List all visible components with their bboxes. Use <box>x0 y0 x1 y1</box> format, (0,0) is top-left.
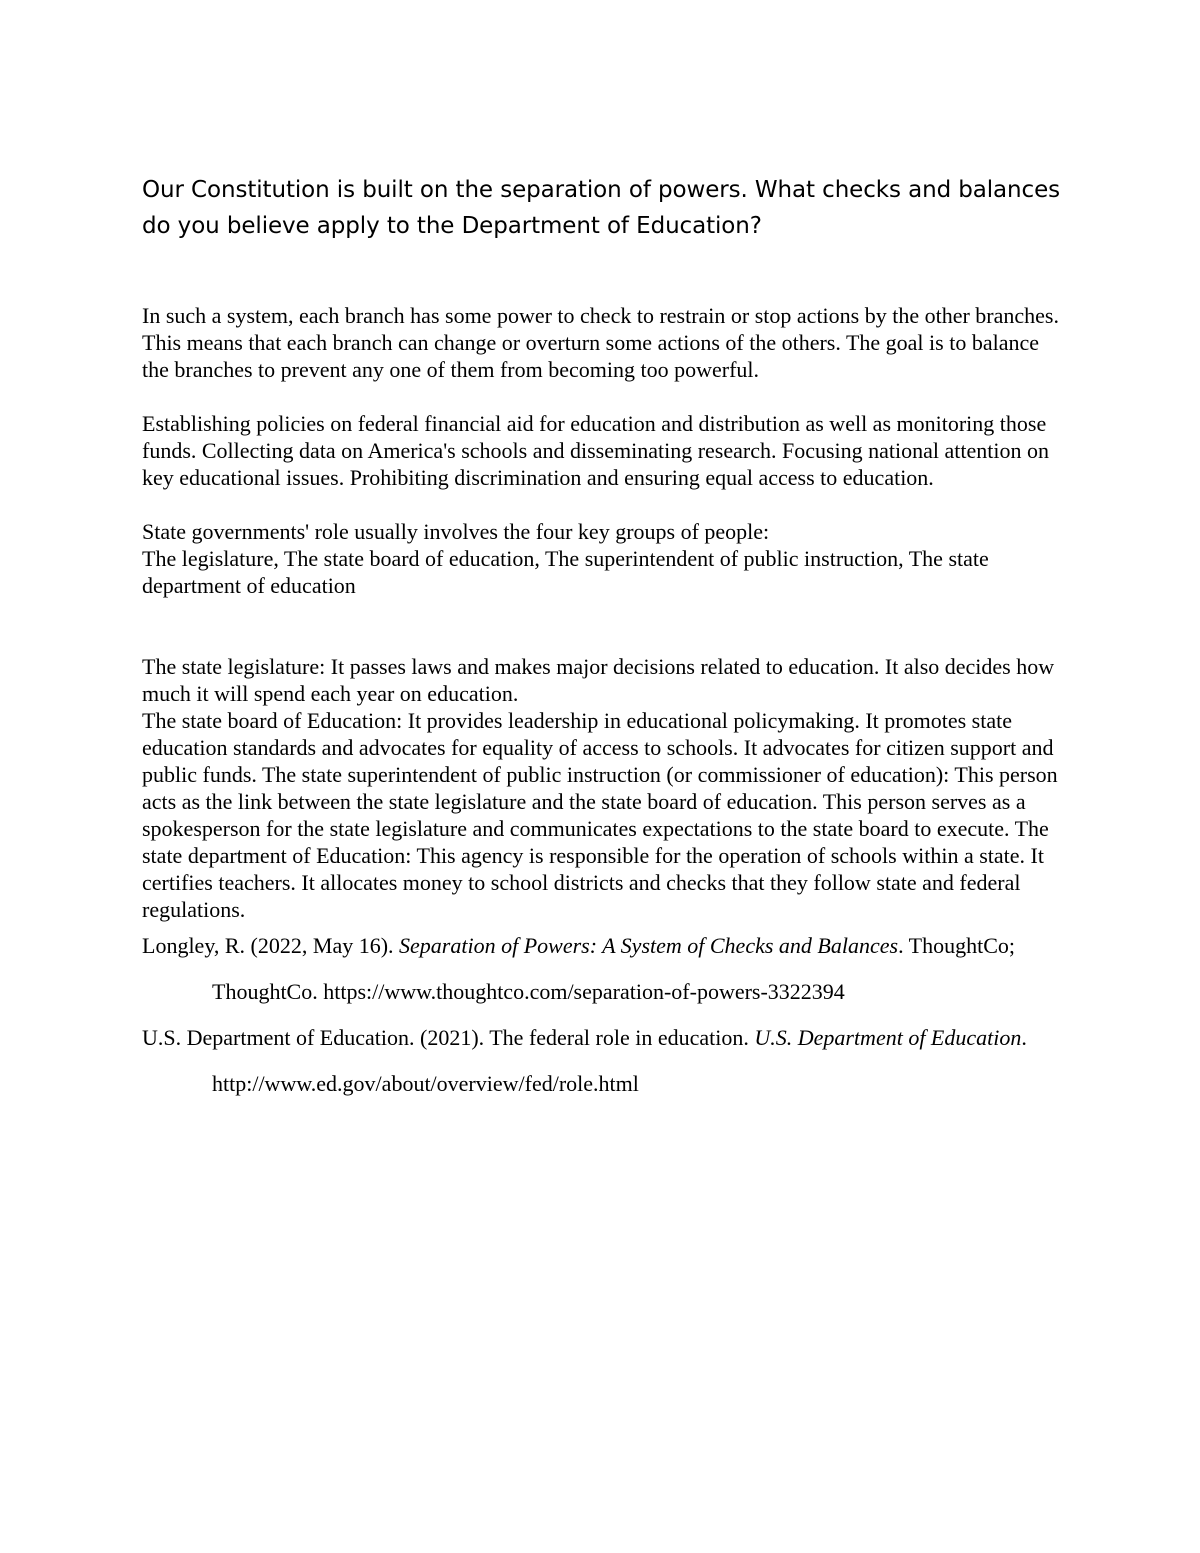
reference-ed-gov-tail: . http://www.ed.gov/about/overview/fed/role.html <box>212 1025 1027 1096</box>
reference-ed-gov-lead: U.S. Department of Education. (2021). The federal role in education. <box>142 1025 755 1050</box>
paragraph-state-board: The state board of Education: It provides leadership in educational policymaking. It promotes state education standards and advocates for equality of access to schools. It advocates for citizen support and public funds. The state superintendent of public instruction (or commissioner of education): This person acts as the link between the state legislature and the state board of education. This person serves as a spokesperson for the state legislature and communicates expectations to the state board to execute. The state department of Education: This agency is responsible for the operation of schools within a state. It certifies teachers. It allocates money to school districts and checks that they follow state and federal regulations. <box>142 708 1058 922</box>
reference-longley-title: Separation of Powers: A System of Checks and Balances <box>399 933 899 958</box>
reference-longley <box>142 923 1062 1015</box>
question-heading: Our Constitution is built on the separation of powers. What checks and balances do you believe apply to the Department of Education? <box>142 177 1061 239</box>
document-content <box>142 172 1062 1107</box>
reference-longley-tail: . ThoughtCo; ThoughtCo. https://www.thoughtco.com/separation-of-powers-3322394 <box>212 933 1016 1004</box>
state-role-intro: State governments' role usually involves the four key groups of people: <box>142 519 770 544</box>
paragraph-state-legislature: The state legislature: It passes laws and makes major decisions related to education. It also decides how much it will spend each year on education. <box>142 654 1055 706</box>
paragraph-federal-role: Establishing policies on federal financial aid for education and distribution as well as monitoring those funds. Collecting data on America's schools and disseminating research. Focusing national attention on key educational issues. Prohibiting discrimination and ensuring equal access to education. <box>142 411 1049 490</box>
reference-ed-gov-title: U.S. Department of Education <box>754 1025 1022 1050</box>
paragraph-state-role <box>142 518 1062 599</box>
paragraph-checks-and-balances: In such a system, each branch has some power to check to restrain or stop actions by the other branches. This means that each branch can change or overturn some actions of the others. The goal is to balance the branches to prevent any one of them from becoming too powerful. <box>142 303 1059 382</box>
reference-longley-lead: Longley, R. (2022, May 16). <box>142 933 400 958</box>
state-role-groups: The legislature, The state board of education, The superintendent of public instruction, The state department of education <box>142 546 989 598</box>
reference-ed-gov <box>142 1015 1062 1107</box>
